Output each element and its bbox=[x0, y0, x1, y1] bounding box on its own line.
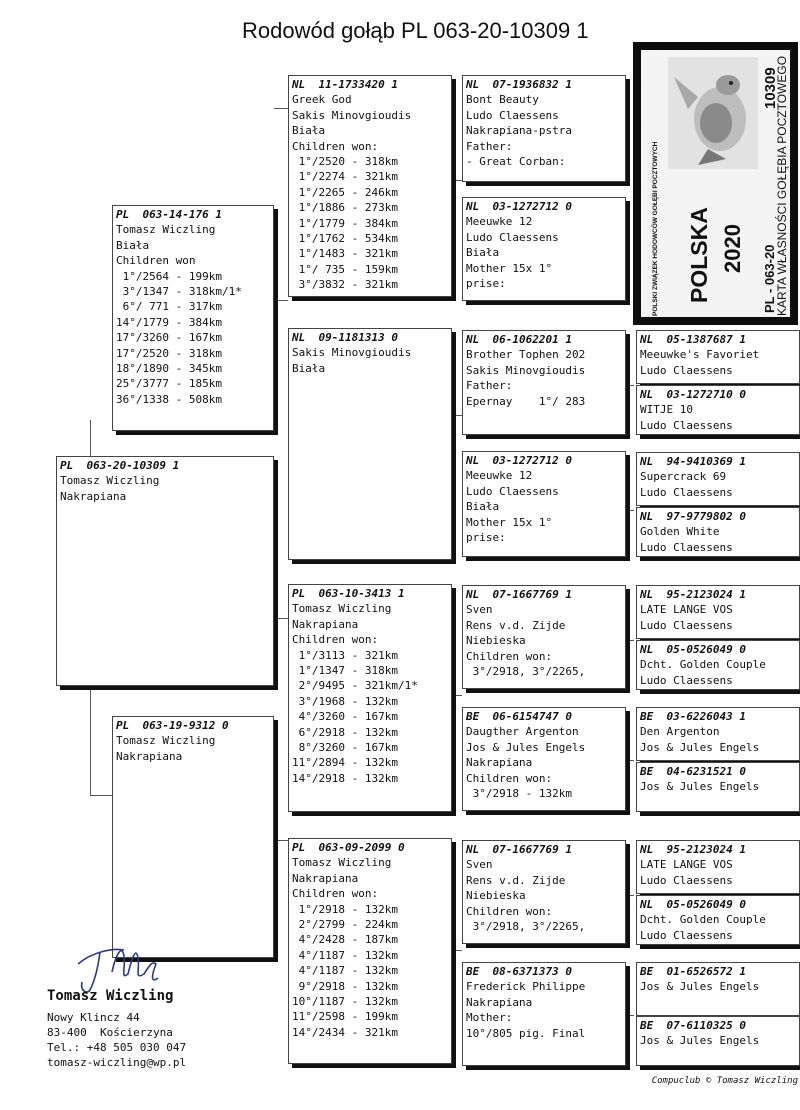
pigeon-line: Nakrapiana bbox=[116, 749, 183, 763]
pigeon-line: 2°/2799 - 224km bbox=[292, 918, 398, 932]
connector-line bbox=[90, 690, 91, 795]
pigeon-line: 3°/2918 - 132km bbox=[466, 787, 572, 801]
pigeon-line: Biała bbox=[292, 361, 326, 375]
pedigree-g4-3 bbox=[462, 330, 626, 435]
connector-line bbox=[274, 108, 288, 109]
ring-number: NL 07-1667769 1 bbox=[466, 843, 572, 856]
owner-name: Tomasz Wiczling bbox=[47, 988, 174, 1004]
pigeon-line: Ludo Claessens bbox=[466, 230, 559, 244]
pigeon-line: 10°/805 pig. Final bbox=[466, 1026, 586, 1040]
pigeon-line: Ludo Claessens bbox=[466, 108, 559, 122]
pigeon-line: Frederick Philippe bbox=[466, 980, 586, 994]
pedigree-g4-6 bbox=[462, 707, 626, 811]
pedigree-subject bbox=[56, 456, 274, 686]
owner-email: tomasz-wiczling@wp.pl bbox=[47, 1056, 187, 1069]
pigeon-line: 1°/1762 - 534km bbox=[292, 232, 398, 246]
pigeon-line: Jos & Jules Engels bbox=[640, 980, 760, 994]
pigeon-line: 1°/1886 - 273km bbox=[292, 201, 398, 215]
pigeon-line: Daugther Argenton bbox=[466, 725, 579, 739]
pigeon-line: 1°/1779 - 384km bbox=[292, 216, 398, 230]
pigeon-line: Mother 15x 1° bbox=[466, 261, 553, 275]
card-number: 10309 bbox=[762, 67, 779, 109]
pigeon-line: Children won bbox=[116, 254, 196, 268]
pedigree-g5-14 bbox=[636, 895, 800, 945]
pedigree-granddam-2 bbox=[288, 838, 452, 1064]
ring-number: PL 063-19-9312 0 bbox=[116, 719, 229, 732]
ring-number: NL 95-2123024 1 bbox=[640, 588, 746, 601]
pigeon-line: Jos & Jules Engels bbox=[640, 780, 760, 794]
pedigree-g5-16 bbox=[636, 1016, 800, 1066]
card-code: PL - 063-20 bbox=[762, 244, 777, 313]
pigeon-line: 36°/1338 - 508km bbox=[116, 392, 222, 406]
card-association: POLSKI ZWIĄZEK HODOWCÓW GOŁĘBI POCZTOWYCH bbox=[652, 141, 659, 316]
ring-number: NL 06-1062201 1 bbox=[466, 333, 572, 346]
pigeon-line: 3°/2918, 3°/2265, bbox=[466, 665, 586, 679]
pigeon-line: 4°/2428 - 187km bbox=[292, 933, 398, 947]
ring-number: NL 09-1181313 0 bbox=[292, 331, 398, 344]
pigeon-line: 3°/3832 - 321km bbox=[292, 278, 398, 292]
ring-number: NL 03-1272712 0 bbox=[466, 200, 572, 213]
pigeon-line: Niebieska bbox=[466, 634, 526, 648]
pigeon-line: Rens v.d. Zijde bbox=[466, 873, 566, 887]
pigeon-line: Meeuwke 12 bbox=[466, 215, 533, 229]
pigeon-line: Greek God bbox=[292, 93, 352, 107]
pigeon-line: 17°/3260 - 167km bbox=[116, 331, 222, 345]
pigeon-line: Children won: bbox=[466, 771, 553, 785]
ring-number: NL 11-1733420 1 bbox=[292, 78, 398, 91]
pedigree-g4-7 bbox=[462, 840, 626, 944]
pigeon-line: Jos & Jules Engels bbox=[640, 1034, 760, 1048]
pedigree-granddam-1 bbox=[288, 328, 452, 560]
signature-image bbox=[72, 938, 172, 994]
pigeon-line: Ludo Claessens bbox=[466, 484, 559, 498]
pigeon-line: 14°/2918 - 132km bbox=[292, 771, 398, 785]
pigeon-line: Biała bbox=[466, 246, 500, 260]
pigeon-line: 8°/3260 - 167km bbox=[292, 741, 398, 755]
pigeon-line: Jos & Jules Engels bbox=[466, 740, 586, 754]
pigeon-line: 4°/1187 - 132km bbox=[292, 964, 398, 978]
pigeon-line: 1°/2274 - 321km bbox=[292, 170, 398, 184]
card-title: KARTA WŁASNOŚCI GOŁĘBIA POCZTOWEGO bbox=[775, 55, 789, 316]
pigeon-line: 25°/3777 - 185km bbox=[116, 377, 222, 391]
pigeon-line: Meeuwke 12 bbox=[466, 469, 533, 483]
connector-line bbox=[274, 618, 288, 619]
pigeon-line: Tomasz Wiczling bbox=[116, 734, 216, 748]
owner-city: 83-400 Kościerzyna bbox=[47, 1026, 173, 1039]
connector-line bbox=[626, 1015, 634, 1016]
pedigree-g5-9 bbox=[636, 585, 800, 639]
pedigree-g5-7 bbox=[636, 452, 800, 506]
pigeon-line: - Great Corban: bbox=[466, 155, 566, 169]
pigeon-line: 18°/1890 - 345km bbox=[116, 362, 222, 376]
pigeon-line: Biała bbox=[292, 124, 326, 138]
pigeon-line: 6°/ 771 - 317km bbox=[116, 300, 222, 314]
pedigree-g5-12 bbox=[636, 762, 800, 812]
pigeon-line: Ludo Claessens bbox=[640, 673, 733, 687]
pigeon-line: Biała bbox=[466, 500, 500, 514]
pigeon-line: Ludo Claessens bbox=[640, 418, 733, 432]
page-title: Rodowód gołąb PL 063-20-10309 1 bbox=[242, 18, 589, 43]
connector-line bbox=[626, 510, 634, 511]
ring-number: NL 97-9779802 0 bbox=[640, 510, 746, 523]
pigeon-line: Rens v.d. Zijde bbox=[466, 618, 566, 632]
pigeon-line: 1°/2520 - 318km bbox=[292, 155, 398, 169]
ring-number: NL 07-1936832 1 bbox=[466, 78, 572, 91]
pigeon-line: 1°/ 735 - 159km bbox=[292, 262, 398, 276]
ring-number: NL 03-1272710 0 bbox=[640, 388, 746, 401]
owner-phone: Tel.: +48 505 030 047 bbox=[47, 1041, 187, 1054]
pigeon-line: Ludo Claessens bbox=[640, 540, 733, 554]
ring-number: NL 05-0526049 0 bbox=[640, 898, 746, 911]
ring-number: NL 03-1272712 0 bbox=[466, 454, 572, 467]
connector-line bbox=[626, 760, 634, 761]
pigeon-line: Ludo Claessens bbox=[640, 928, 733, 942]
pigeon-line: Sakis Minovgioudis bbox=[466, 363, 586, 377]
pedigree-g5-13 bbox=[636, 840, 800, 894]
pigeon-line: Tomasz Wiczling bbox=[292, 856, 392, 870]
pigeon-line: WITJE 10 bbox=[640, 403, 693, 417]
pigeon-line: 4°/3260 - 167km bbox=[292, 710, 398, 724]
pigeon-line: 11°/2598 - 199km bbox=[292, 1010, 398, 1024]
pedigree-g4-4 bbox=[462, 451, 626, 557]
ring-number: NL 05-1387687 1 bbox=[640, 333, 746, 346]
connector-line bbox=[452, 180, 462, 181]
card-country: POLSKA bbox=[686, 207, 712, 303]
pigeon-line: Jos & Jules Engels bbox=[640, 740, 760, 754]
ring-number: PL 063-14-176 1 bbox=[116, 208, 222, 221]
ring-number: NL 94-9410369 1 bbox=[640, 455, 746, 468]
pigeon-line: 14°/2434 - 321km bbox=[292, 1025, 398, 1039]
connector-line bbox=[452, 415, 462, 416]
pigeon-line: Bont Beauty bbox=[466, 93, 539, 107]
ring-number: NL 05-0526049 0 bbox=[640, 643, 746, 656]
pigeon-line: 1°/2918 - 132km bbox=[292, 902, 398, 916]
pigeon-line: Father: bbox=[466, 139, 513, 153]
pedigree-sire bbox=[112, 205, 274, 431]
pigeon-line: Sven bbox=[466, 858, 493, 872]
pigeon-line: 3°/2918, 3°/2265, bbox=[466, 920, 586, 934]
ring-number: BE 06-6154747 0 bbox=[466, 710, 572, 723]
card-year: 2020 bbox=[720, 224, 745, 273]
pigeon-line: Sakis Minovgioudis bbox=[292, 346, 412, 360]
ring-number: NL 95-2123024 1 bbox=[640, 843, 746, 856]
ring-number: PL 063-10-3413 1 bbox=[292, 587, 405, 600]
pigeon-line: Meeuwke's Favoriet bbox=[640, 348, 760, 362]
pigeon-line: 11°/2894 - 132km bbox=[292, 756, 398, 770]
ring-number: BE 03-6226043 1 bbox=[640, 710, 746, 723]
pigeon-line: Golden White bbox=[640, 525, 720, 539]
pigeon-line: Children won: bbox=[292, 887, 379, 901]
ring-number: BE 04-6231521 0 bbox=[640, 765, 746, 778]
ring-number: BE 01-6526572 1 bbox=[640, 965, 746, 978]
connector-line bbox=[452, 695, 462, 696]
pedigree-g5-15 bbox=[636, 962, 800, 1016]
pigeon-line: Nakrapiana bbox=[292, 871, 359, 885]
owner-info bbox=[47, 988, 186, 1070]
ring-number: PL 063-20-10309 1 bbox=[60, 459, 180, 472]
pigeon-line: 10°/1187 - 132km bbox=[292, 995, 398, 1009]
pedigree-g4-2 bbox=[462, 197, 626, 301]
pigeon-line: 4°/1187 - 132km bbox=[292, 948, 398, 962]
pigeon-line: Dcht. Golden Couple bbox=[640, 658, 766, 672]
connector-line bbox=[452, 950, 462, 951]
pigeon-line: 1°/2265 - 246km bbox=[292, 185, 398, 199]
connector-line bbox=[626, 640, 634, 641]
pigeon-line: Supercrack 69 bbox=[640, 470, 727, 484]
pedigree-grandsire-1 bbox=[288, 75, 452, 297]
pigeon-line: Brother Tophen 202 bbox=[466, 348, 586, 362]
pedigree-g5-8 bbox=[636, 507, 800, 557]
pigeon-line: Nakrapiana bbox=[466, 756, 533, 770]
pedigree-dam bbox=[112, 716, 274, 958]
pigeon-line: Nakrapiana bbox=[292, 617, 359, 631]
connector-line bbox=[90, 795, 112, 796]
pigeon-line: 1°/2564 - 199km bbox=[116, 269, 222, 283]
pigeon-line: 1°/3113 - 321km bbox=[292, 648, 398, 662]
pigeon-image bbox=[668, 57, 758, 169]
pedigree-g4-5 bbox=[462, 585, 626, 689]
pedigree-g4-1 bbox=[462, 75, 626, 182]
pigeon-line: Mother 15x 1° bbox=[466, 515, 553, 529]
pigeon-line: 6°/2918 - 132km bbox=[292, 725, 398, 739]
pigeon-line: Ludo Claessens bbox=[640, 873, 733, 887]
pedigree-g5-5 bbox=[636, 330, 800, 384]
ring-number: NL 07-1667769 1 bbox=[466, 588, 572, 601]
pigeon-line: Tomasz Wiczling bbox=[60, 474, 160, 488]
ring-number: PL 063-09-2099 0 bbox=[292, 841, 405, 854]
pigeon-line: 9°/2918 - 132km bbox=[292, 979, 398, 993]
connector-line bbox=[274, 300, 288, 301]
pigeon-line: 1°/1347 - 318km bbox=[292, 664, 398, 678]
connector-line bbox=[90, 420, 91, 458]
pigeon-line: Children won: bbox=[292, 633, 379, 647]
pigeon-line: prise: bbox=[466, 531, 506, 545]
ring-number: BE 07-6110325 0 bbox=[640, 1019, 746, 1032]
pigeon-line: Ludo Claessens bbox=[640, 618, 733, 632]
pigeon-line: Epernay 1°/ 283 bbox=[466, 394, 586, 408]
pigeon-line: Tomasz Wiczling bbox=[116, 223, 216, 237]
ownership-card bbox=[633, 42, 798, 325]
pigeon-line: LATE LANGE VOS bbox=[640, 858, 733, 872]
connector-line bbox=[626, 895, 634, 896]
pigeon-line: 1°/1483 - 321km bbox=[292, 247, 398, 261]
pigeon-line: Ludo Claessens bbox=[640, 485, 733, 499]
pedigree-g5-11 bbox=[636, 707, 800, 761]
owner-street: Nowy Klincz 44 bbox=[47, 1011, 140, 1024]
pigeon-line: Nakrapiana-pstra bbox=[466, 124, 572, 138]
pigeon-line: Ludo Claessens bbox=[640, 363, 733, 377]
ring-number: BE 08-6371373 0 bbox=[466, 965, 572, 978]
pedigree-g5-10 bbox=[636, 640, 800, 690]
pigeon-line: prise: bbox=[466, 277, 506, 291]
connector-line bbox=[274, 840, 288, 841]
pigeon-line: Sakis Minovgioudis bbox=[292, 108, 412, 122]
pedigree-g5-6 bbox=[636, 385, 800, 435]
pigeon-line: Dcht. Golden Couple bbox=[640, 913, 766, 927]
pigeon-line: 3°/1347 - 318km/1* bbox=[116, 285, 242, 299]
pigeon-line: Father: bbox=[466, 379, 513, 393]
pigeon-line: 14°/1779 - 384km bbox=[116, 315, 222, 329]
pigeon-line: 2°/9495 - 321km/1* bbox=[292, 679, 418, 693]
connector-line bbox=[626, 385, 634, 386]
pigeon-line: 3°/1968 - 132km bbox=[292, 694, 398, 708]
ownership-card-inner bbox=[641, 50, 790, 317]
pigeon-line: Mother: bbox=[466, 1011, 513, 1025]
pigeon-line: Biała bbox=[116, 238, 150, 252]
pedigree-grandsire-2 bbox=[288, 584, 452, 812]
pigeon-line: Children won: bbox=[292, 139, 379, 153]
pigeon-line: LATE LANGE VOS bbox=[640, 603, 733, 617]
pigeon-line: Sven bbox=[466, 603, 493, 617]
pedigree-g4-8 bbox=[462, 962, 626, 1066]
pigeon-line: Tomasz Wiczling bbox=[292, 602, 392, 616]
pigeon-line: Children won: bbox=[466, 649, 553, 663]
pigeon-line: Den Argenton bbox=[640, 725, 720, 739]
pigeon-line: Nakrapiana bbox=[466, 995, 533, 1009]
pigeon-line: Nakrapiana bbox=[60, 489, 127, 503]
pigeon-line: Niebieska bbox=[466, 889, 526, 903]
footer-credit: Compuclub © Tomasz Wiczling bbox=[651, 1076, 798, 1086]
pigeon-line: 17°/2520 - 318km bbox=[116, 346, 222, 360]
pigeon-line: Children won: bbox=[466, 904, 553, 918]
